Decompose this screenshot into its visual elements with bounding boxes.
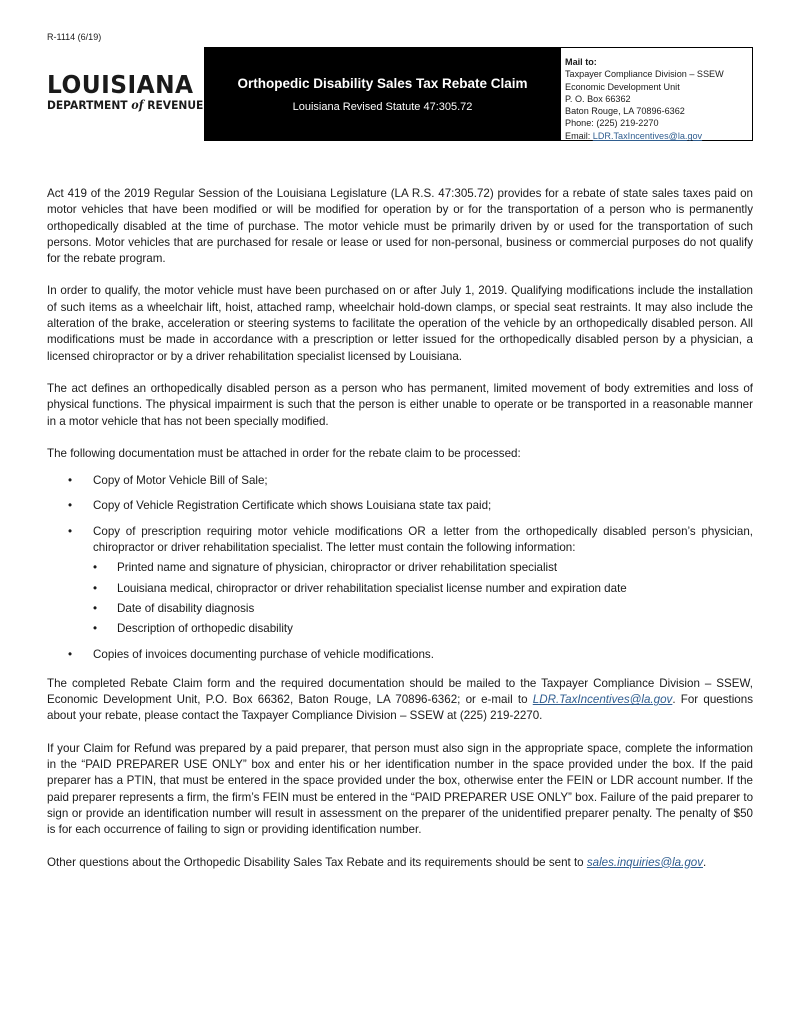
letter-contents-list <box>93 560 753 637</box>
email-link-sales-inquiries[interactable]: sales.inquiries@la.gov <box>586 855 704 869</box>
email-link-tax-incentives[interactable]: LDR.TaxIncentives@la.gov <box>532 693 673 707</box>
paragraph-mailing-instructions: The completed Rebate Claim form and the required documentation should be mailed to the Taxpayer Compliance Division – SSEW, Economic Development Unit, P.O. Box 66362, Baton Rouge, LA 70896-6362; or e-mail to LDR.TaxIncentives@la.gov. For questions about your rebate, please contact the Taxpayer Compliance Division – SSEW at (225) 219-2270. <box>47 676 753 723</box>
mail-to-phone: Phone: (225) 219-2270 <box>565 118 659 129</box>
statute-reference: Louisiana Revised Statute 47:305.72 <box>292 101 473 113</box>
list-item: • Louisiana medical, chiropractor or driver rehabilitation specialist license number and expiration date <box>93 581 753 597</box>
paragraph-definition: The act defines an orthopedically disabled person as a person who has permanent, limited movement of body extremities and loss of physical functions. The physical impairment is such that the person is either unable to operate or be transported in a reasonable manner in a motor vehicle that has not been specially modified. <box>47 381 753 428</box>
list-item: • Copy of prescription requiring motor vehicle modifications OR a letter from the orthopedically disabled person’s physician, chiropractor or driver rehabilitation specialist. The letter must contain the following information: • Printed name and signature of physician, chiropractor or driver rehabilitation specialist • Louisiana medical, chiropractor or driver rehabilitation specialist license number and expiration date • Date of disability diagnosis • Description of orthopedic disability <box>47 524 753 638</box>
logo-wordmark: LOUISIANA <box>47 70 194 99</box>
louisiana-revenue-logo <box>47 70 204 112</box>
mail-to-line: P. O. Box 66362 <box>565 93 631 104</box>
documentation-list <box>47 473 753 663</box>
paragraph-act-overview: Act 419 of the 2019 Regular Session of the Louisiana Legislature (LA R.S. 47:305.72) provides for a rebate of state sales taxes paid on motor vehicles that have been modified or will be modified for operation by or for the transportation of a person who is permanently orthopedically disabled at the time of purchase. The motor vehicle must be primarily driven by or used for the transportation of such persons. Motor vehicles that are purchased for resale or lease or used for non-personal, business or commercial purposes do not qualify for the rebate program. <box>47 187 753 266</box>
form-title: Orthopedic Disability Sales Tax Rebate Claim <box>237 76 528 91</box>
paragraph-other-questions: Other questions about the Orthopedic Disability Sales Tax Rebate and its requirements should be sent to sales.inquiries@la.gov. <box>47 855 707 869</box>
paragraph-documentation-intro: The following documentation must be attached in order for the rebate claim to be processed: <box>47 446 521 460</box>
mail-to-line: Baton Rouge, LA 70896-6362 <box>565 106 685 117</box>
mail-to-line: Taxpayer Compliance Division – SSEW <box>565 69 724 80</box>
mail-to-box <box>561 47 753 141</box>
mail-to-heading: Mail to: <box>565 57 597 67</box>
list-item: • Date of disability diagnosis <box>93 601 753 617</box>
instructions-body <box>47 186 753 887</box>
form-code: R-1114 (6/19) <box>47 32 102 42</box>
list-item: • Copy of Vehicle Registration Certificate which shows Louisiana state tax paid; <box>47 498 753 514</box>
list-item: • Copies of invoices documenting purchase of vehicle modifications. <box>47 647 753 663</box>
form-title-banner <box>204 47 561 141</box>
paragraph-paid-preparer: If your Claim for Refund was prepared by a paid preparer, that person must also sign in the appropriate space, complete the information in the “PAID PREPARER USE ONLY” box and enter his or her identification number in the space provided under the box. If the paid preparer has a PTIN, that must be entered in the space provided under the box, otherwise enter the FEIN or LDR account number. If the paid preparer represents a firm, the firm’s FEIN must be entered in the “PAID PREPARER USE ONLY” box. Failure of the paid preparer to sign or provide an identification number will result in assessment on the preparer of the unidentified preparer penalty. The penalty of $50 is for each occurrence of failing to sign or providing identification number. <box>47 741 754 837</box>
paragraph-qualification: In order to qualify, the motor vehicle must have been purchased on or after July 1, 2019. Qualifying modifications include the installation of such items as a wheelchair lift, hoist, attached ramp, wheelchair hold-down clamps, or special seat restraints. It may also include the alteration of the brake, acceleration or steering systems to facilitate the operation of the vehicle by an orthopedically disabled person. All modifications must be made in accordance with a prescription or letter issued for the orthopedically disabled person by a physician, a licensed chiropractor or by a driver rehabilitation specialist licensed by Louisiana. <box>47 284 753 363</box>
logo-department-line: DEPARTMENT of REVENUE <box>47 98 204 112</box>
mail-to-email-link[interactable]: LDR.TaxIncentives@la.gov <box>592 130 703 141</box>
list-item: • Copy of Motor Vehicle Bill of Sale; <box>47 473 753 489</box>
list-item: • Printed name and signature of physician, chiropractor or driver rehabilitation specialist <box>93 560 753 576</box>
mail-to-email-line: Email: LDR.TaxIncentives@la.gov <box>565 130 703 141</box>
list-item: • Description of orthopedic disability <box>93 621 753 637</box>
mail-to-line: Economic Development Unit <box>565 81 680 92</box>
